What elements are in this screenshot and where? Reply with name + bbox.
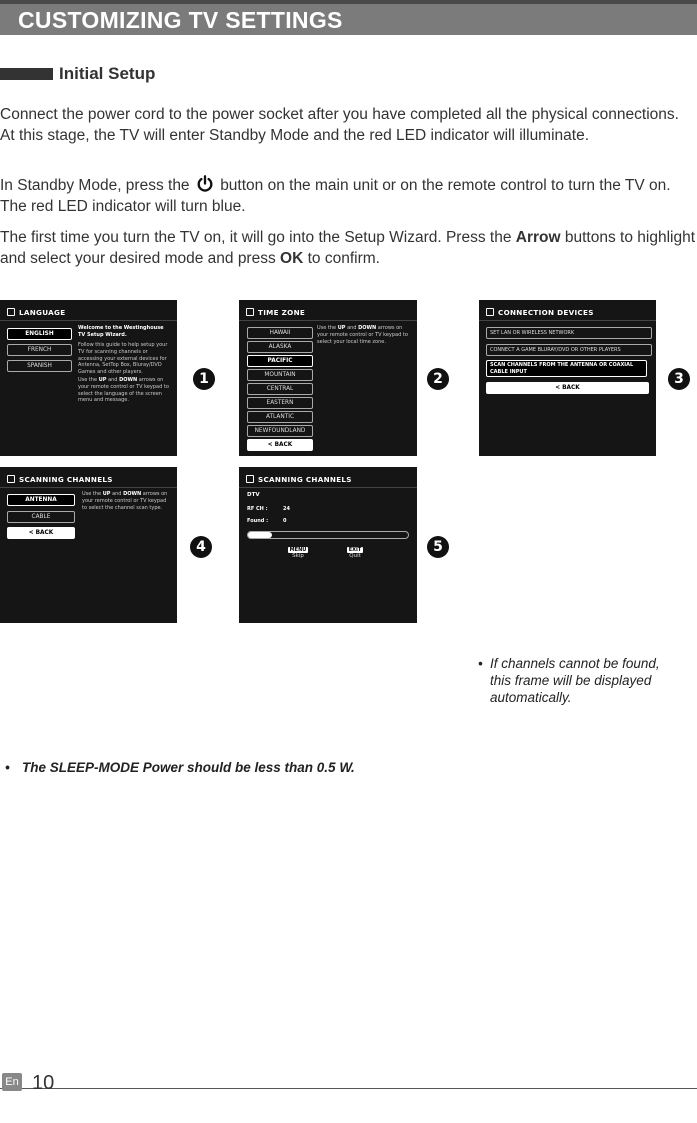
note-channels-not-found: If channels cannot be found, this frame will be displayed automatically.	[490, 656, 660, 705]
language-option-spanish[interactable]: SPANISH	[7, 360, 72, 372]
rf-channel-label: RF CH :	[247, 506, 268, 512]
screen-time-zone	[239, 300, 417, 456]
title-divider	[239, 320, 417, 321]
timezone-screen-title: TIME ZONE	[246, 308, 305, 317]
wizard-arrow-word: Arrow	[515, 229, 561, 246]
connection-option-network[interactable]: SET LAN OR WIRELESS NETWORK	[486, 327, 652, 339]
scan-option-antenna[interactable]: ANTENNA	[7, 494, 75, 506]
paragraph-setup-wizard	[0, 227, 695, 269]
screen-scanning-type	[0, 467, 177, 623]
language-instruction-text: Use the UP and DOWN arrows on your remote control or TV keypad to select the language of the screen menu and message.	[78, 377, 169, 404]
scan-progress-fill	[248, 532, 272, 538]
connection-option-scan-channels[interactable]: SCAN CHANNELS FROM THE ANTENNA OR COAXIAL CABLE INPUT	[486, 360, 647, 377]
screen-language	[0, 300, 177, 456]
connection-screen-title: CONNECTION DEVICES	[486, 308, 594, 317]
timezone-instruction-text: Use the UP and DOWN arrows on your remote control or TV keypad to select your local time zone.	[317, 325, 408, 345]
section-title: Initial Setup	[59, 64, 156, 83]
footer-rule	[0, 1088, 697, 1089]
timezone-option-atlantic[interactable]: ATLANTIC	[247, 411, 313, 423]
menu-skip-key[interactable]: MENU Skip	[289, 547, 307, 559]
paragraph-power-cord: Connect the power cord to the power socket after you have completed all the physical connections. At this stage, the TV will enter Standby Mode and the red LED indicator will illuminate.	[0, 106, 679, 144]
scanning-progress-screen-title: SCANNING CHANNELS	[246, 475, 352, 484]
wizard-text-c: to confirm.	[307, 250, 380, 267]
timezone-option-eastern[interactable]: EASTERN	[247, 397, 313, 409]
language-guide-text: Follow this guide to help setup your TV for scanning channels or accessing your external devices for Antenna, SetTop Box, Bluray/DVD Games and other players.	[78, 342, 168, 376]
language-welcome-text: Welcome to the Westinghouse TV Setup Wizard.	[78, 325, 164, 338]
exit-quit-key[interactable]: EXIT Quit	[348, 547, 362, 559]
section-marker	[0, 68, 53, 80]
sleep-bullet: •	[5, 760, 10, 775]
found-value: 0	[283, 518, 287, 524]
step-number-2: 2	[427, 368, 449, 390]
page-number: 10	[32, 1072, 55, 1094]
step-number-5: 5	[427, 536, 449, 558]
step-number-3: 3	[668, 368, 690, 390]
timezone-option-alaska[interactable]: ALASKA	[247, 341, 313, 353]
scanning-type-screen-title: SCANNING CHANNELS	[7, 475, 113, 484]
wizard-text-a: The first time you turn the TV on, it will go into the Setup Wizard. Press the	[0, 229, 512, 246]
screen-scanning-progress	[239, 467, 417, 623]
title-divider	[479, 320, 656, 321]
found-label: Found :	[247, 518, 269, 524]
language-option-french[interactable]: FRENCH	[7, 344, 72, 356]
rf-channel-value: 24	[283, 506, 290, 512]
title-divider	[0, 320, 177, 321]
title-divider	[0, 487, 177, 488]
timezone-option-hawaii[interactable]: HAWAII	[247, 327, 313, 339]
connection-back-button[interactable]: < BACK	[486, 382, 649, 394]
scan-progress-bar	[247, 531, 409, 539]
standby-text-a: In Standby Mode, press the	[0, 177, 190, 194]
scan-option-cable[interactable]: CABLE	[7, 511, 75, 523]
note-bullet: •	[478, 656, 483, 671]
language-option-english[interactable]: ENGLISH	[7, 328, 72, 340]
timezone-option-mountain[interactable]: MOUNTAIN	[247, 369, 313, 381]
note-sleep-mode: The SLEEP-MODE Power should be less than 0.5 W.	[22, 760, 355, 775]
language-badge: En	[2, 1073, 22, 1091]
timezone-option-central[interactable]: CENTRAL	[247, 383, 313, 395]
timezone-option-newfoundland[interactable]: NEWFOUNDLAND	[247, 425, 313, 437]
step-number-4: 4	[190, 536, 212, 558]
scanning-type-instruction-text: Use the UP and DOWN arrows on your remote control or TV keypad to select the channel scan type.	[82, 491, 168, 511]
title-divider	[239, 487, 417, 488]
wizard-text-b: buttons to highlight and select your desired mode and press	[0, 229, 695, 267]
screen-connection-devices	[479, 300, 656, 456]
step-number-1: 1	[193, 368, 215, 390]
scan-mode-label: DTV	[247, 492, 260, 498]
connection-option-players[interactable]: CONNECT A GAME BLURAY/DVD OR OTHER PLAYERS	[486, 344, 652, 356]
page-title: CUSTOMIZING TV SETTINGS	[18, 7, 343, 33]
language-screen-title: LANGUAGE	[7, 308, 65, 317]
wizard-ok-word: OK	[280, 250, 304, 267]
power-icon	[196, 175, 214, 193]
timezone-back-button[interactable]: < BACK	[247, 439, 313, 451]
scanning-back-button[interactable]: < BACK	[7, 527, 75, 539]
standby-text-b: button on the main unit or on the remote control to turn the TV on. The red LED indicator will turn blue.	[0, 177, 671, 215]
paragraph-standby	[0, 175, 695, 217]
timezone-option-pacific[interactable]: PACIFIC	[247, 355, 313, 367]
